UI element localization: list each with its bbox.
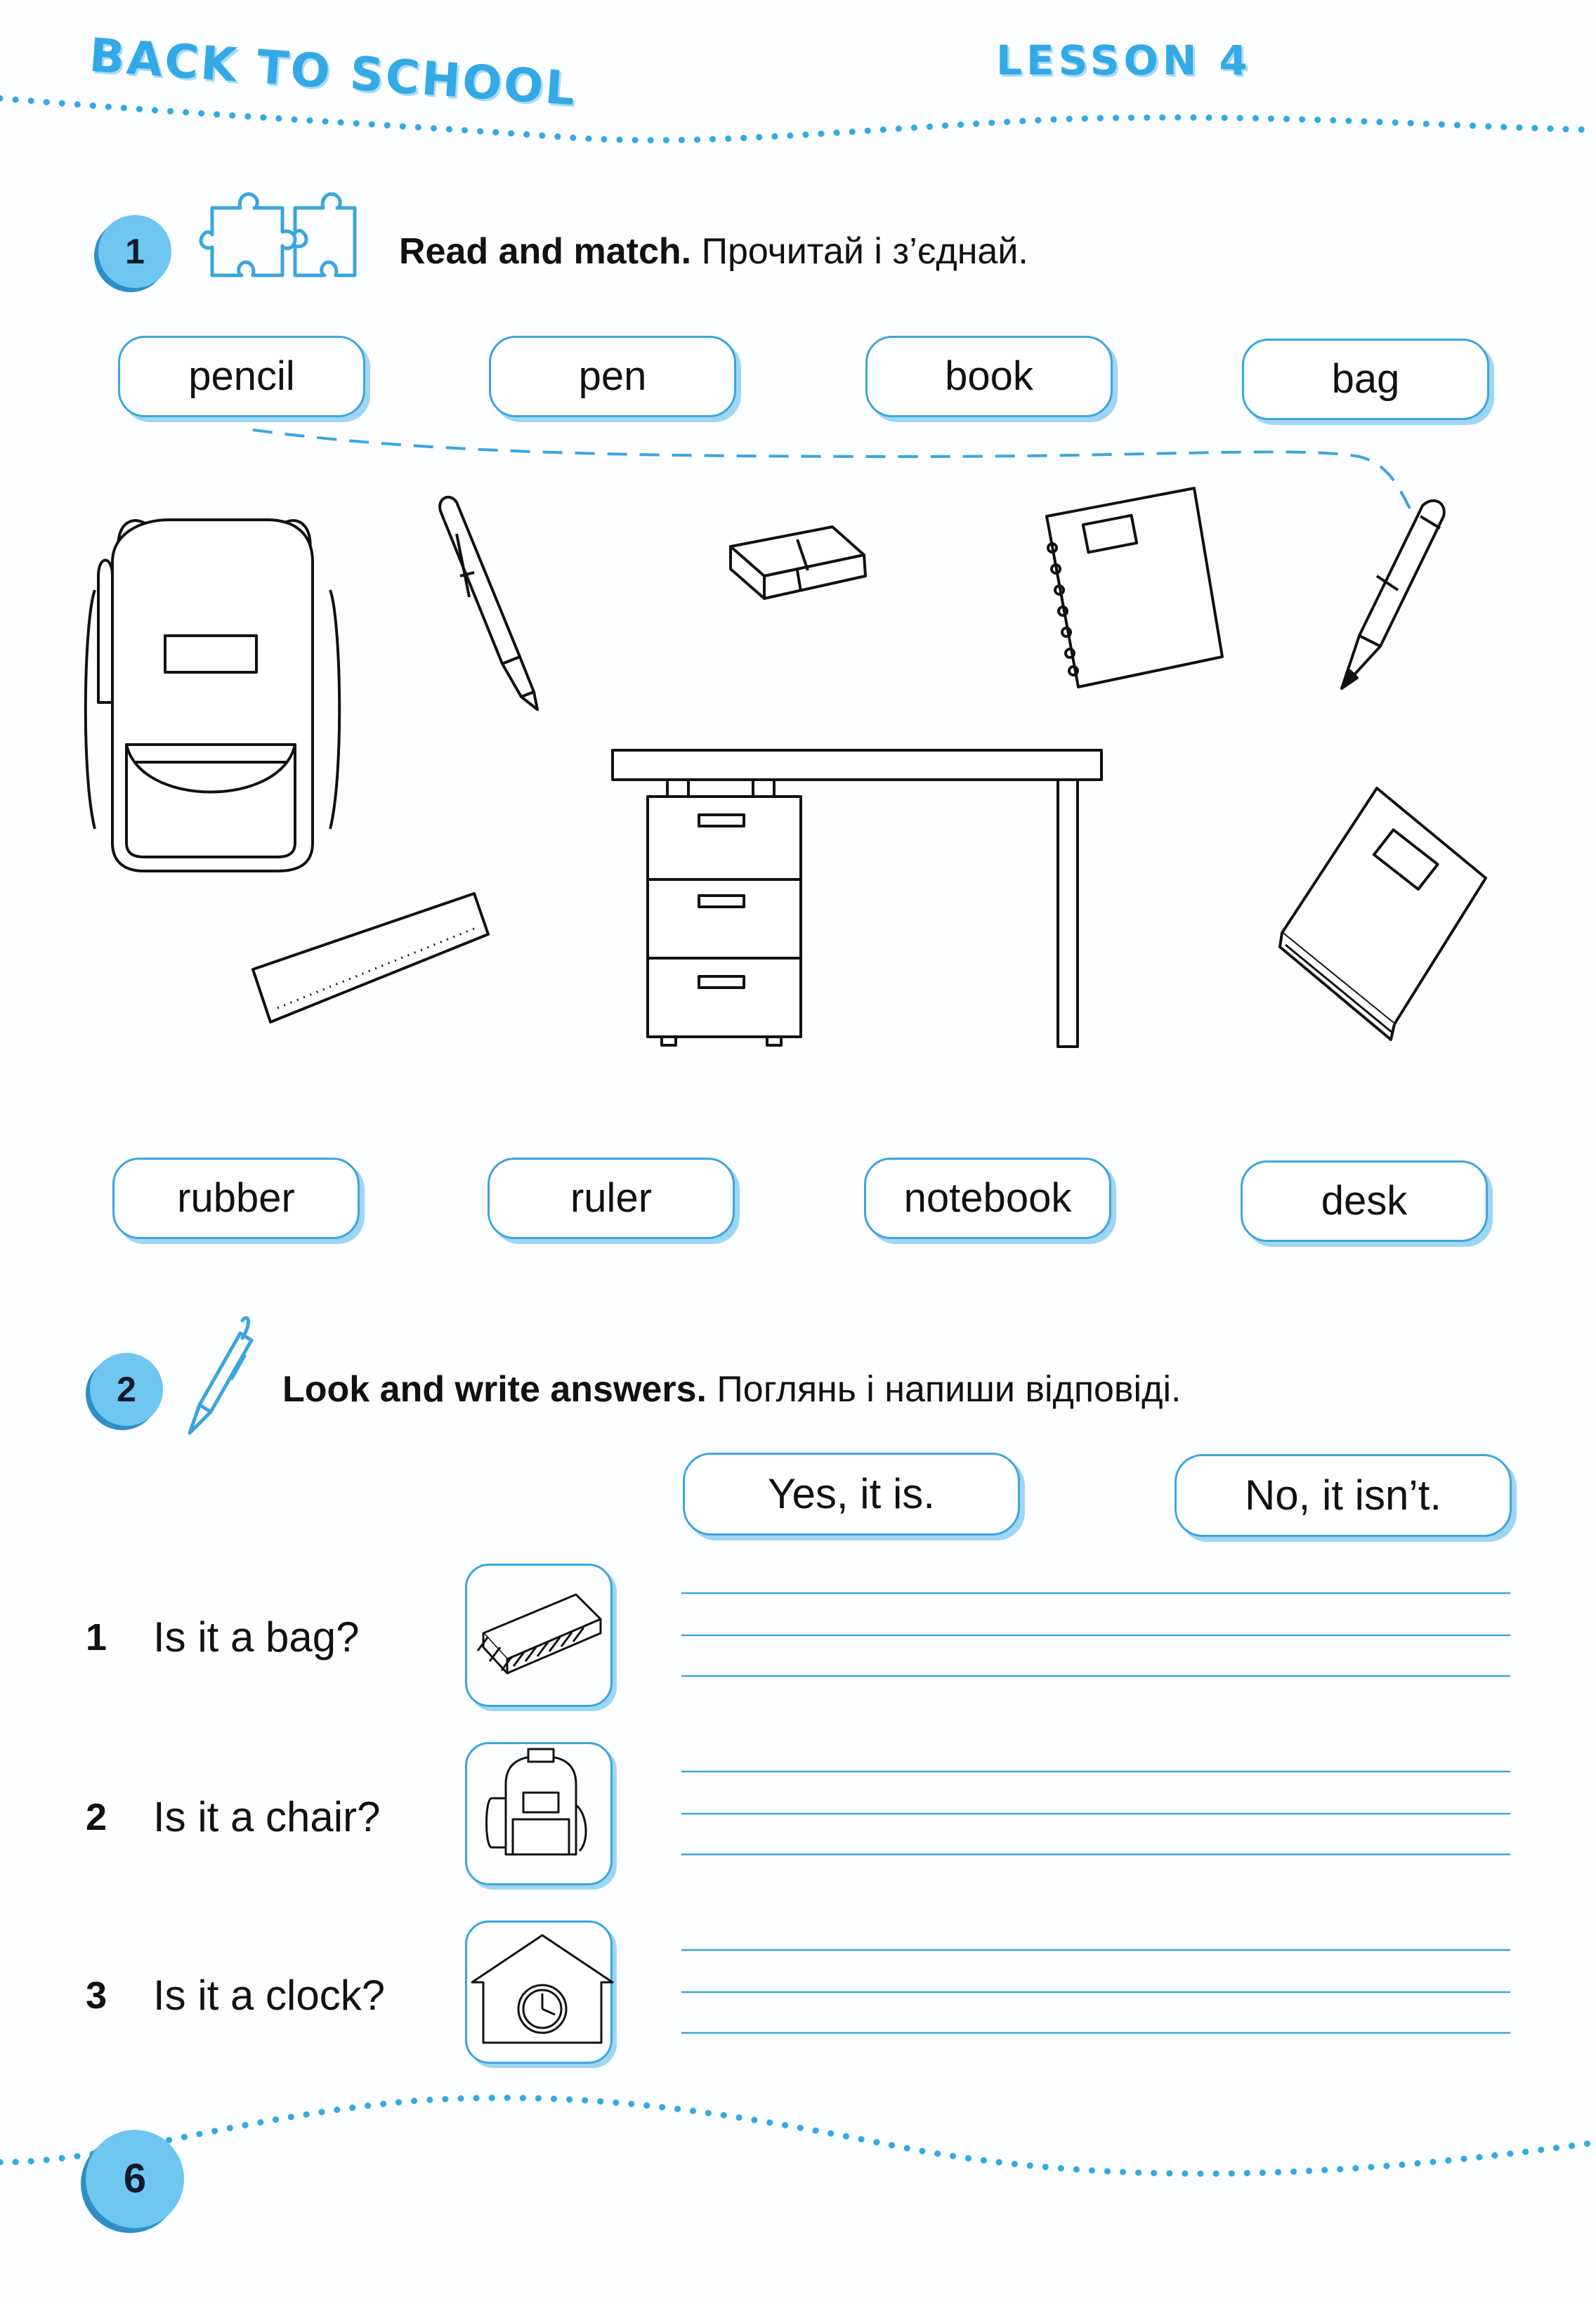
question-1-number: 1: [86, 1616, 107, 1658]
question-2-text: Is it a chair?: [153, 1793, 381, 1840]
word-card-bag[interactable]: bag: [1242, 339, 1489, 420]
question-1-text: Is it a bag?: [153, 1614, 360, 1661]
word-card-notebook[interactable]: notebook: [864, 1158, 1111, 1239]
exercise-1-number: 1: [98, 215, 171, 288]
question-3-text: Is it a clock?: [153, 1972, 386, 2019]
clock-house-drawing: [472, 1935, 613, 2043]
word-card-rubber[interactable]: rubber: [112, 1158, 360, 1239]
exercise-2-instruction-en: Look and write answers.: [282, 1369, 707, 1410]
notebook-drawing: [1047, 488, 1222, 687]
answer-option-no[interactable]: No, it isn’t.: [1175, 1454, 1512, 1537]
exercise-2-instruction: [282, 1368, 1181, 1410]
bottom-dotted-border: [0, 2097, 1596, 2173]
exercise-1-instruction: [399, 230, 1028, 273]
desk-drawing: [613, 750, 1101, 1047]
answer-option-yes[interactable]: Yes, it is.: [683, 1453, 1020, 1536]
ruler-drawing: [253, 894, 488, 1022]
top-dotted-border: [0, 98, 1596, 140]
lesson-title: LESSON 4: [996, 37, 1252, 84]
unit-title: BACK TO SCHOOL: [87, 28, 579, 117]
exercise-1-instruction-en: Read and match.: [399, 231, 692, 272]
question-3-number: 3: [86, 1975, 107, 2017]
word-card-pencil[interactable]: pencil: [118, 336, 365, 417]
pen-drawing: [440, 497, 537, 709]
book-drawing: [1280, 788, 1486, 1040]
pencil-drawing: [1342, 501, 1444, 688]
page-number: 6: [86, 2130, 184, 2228]
word-card-book[interactable]: book: [865, 336, 1113, 417]
puzzle-icon: [201, 194, 355, 275]
exercise-2-instruction-ua: Поглянь і напиши відповіді.: [717, 1369, 1182, 1410]
question-2-number: 2: [86, 1796, 107, 1838]
pen-icon: [190, 1318, 251, 1433]
word-card-desk[interactable]: desk: [1241, 1160, 1488, 1242]
answer-lines: [681, 1593, 1510, 2033]
exercise-2-number: 2: [90, 1353, 163, 1426]
backpack-drawing: [86, 520, 339, 871]
backpack-thumb-drawing: [487, 1749, 587, 1854]
rubber-drawing: [731, 527, 865, 598]
exercise-1-instruction-ua: Прочитай і з’єднай.: [701, 231, 1028, 272]
example-match-line: [253, 430, 1412, 513]
word-card-pen[interactable]: pen: [489, 336, 736, 417]
pencils-box-drawing: [478, 1595, 601, 1673]
word-card-ruler[interactable]: ruler: [488, 1158, 735, 1239]
